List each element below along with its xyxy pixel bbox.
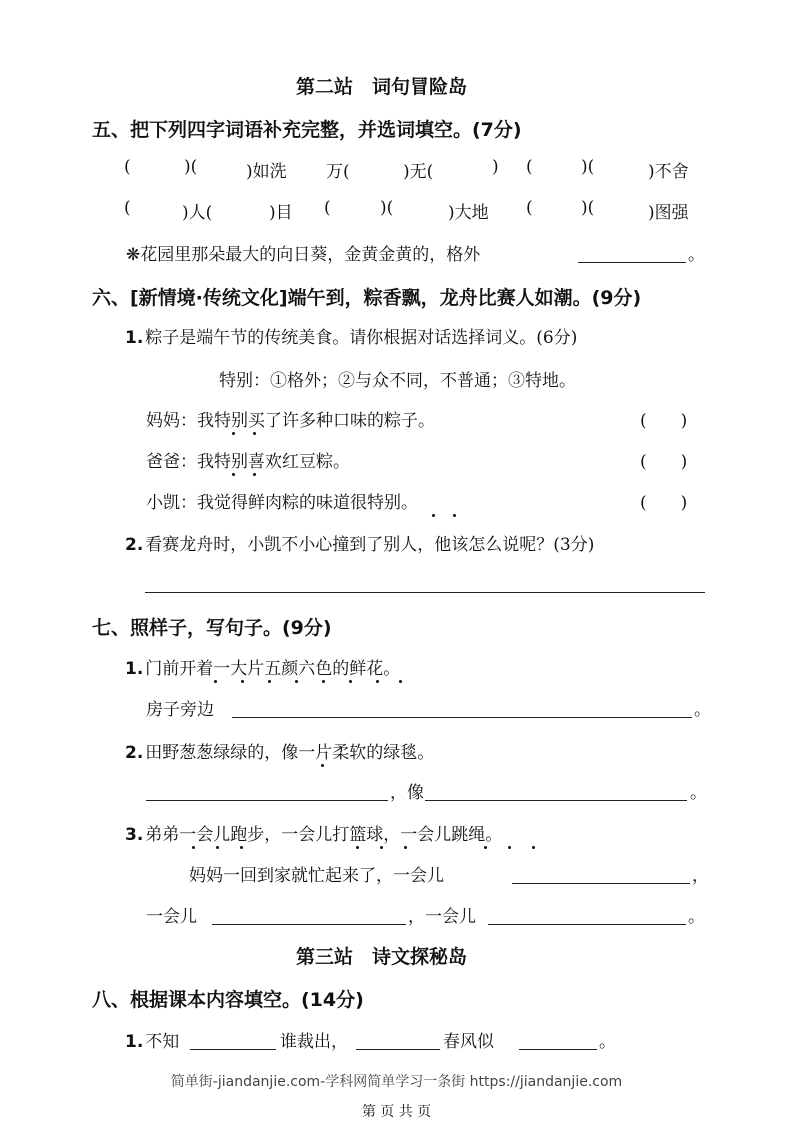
blank-cell: 万(: [326, 162, 350, 182]
prompt-text: 妈妈一回到家就忙起来了，一会儿: [189, 866, 444, 886]
emphasis-dot: [232, 473, 235, 476]
blank-cell: (: [526, 157, 533, 177]
blank-cell: )(: [581, 157, 595, 177]
prompt-text: 一会儿: [146, 907, 197, 927]
q7-s1: [125, 654, 400, 679]
blank-cell: (: [124, 157, 131, 177]
poem-text: 谁裁出，: [280, 1032, 348, 1052]
answer-paren[interactable]: ( ): [640, 493, 688, 513]
emphasis-dot: [192, 846, 195, 849]
q7-title: 七、照样子，写句子。(9分): [92, 617, 332, 639]
emphasis-dot: [253, 473, 256, 476]
answer-line[interactable]: [232, 717, 692, 718]
sentence-end: 。: [688, 907, 705, 927]
question-text: 看赛龙舟时，小凯不小心撞到了别人，他该怎么说呢？(3分): [145, 535, 595, 555]
emphasis-dot: [214, 680, 217, 683]
q7-s3: [125, 820, 502, 845]
blank-cell: ): [492, 157, 499, 177]
answer-line[interactable]: [146, 800, 388, 801]
answer-line[interactable]: [512, 883, 690, 884]
blank-cell: (: [526, 198, 533, 218]
emphasis-dot: [253, 432, 256, 435]
blank-cell: (: [124, 198, 131, 218]
emphasis-dot: [376, 680, 379, 683]
answer-line[interactable]: [145, 592, 705, 593]
question-text: 粽子是端午节的传统美食。请你根据对话选择词义。(6分): [145, 328, 578, 348]
emphasis-dot: [380, 846, 383, 849]
answer-paren[interactable]: ( ): [640, 452, 688, 472]
page-number: 第 页 共 页: [361, 1104, 432, 1120]
emphasis-dot: [356, 846, 359, 849]
answer-line[interactable]: [578, 262, 686, 263]
blank-cell: )图强: [648, 203, 689, 223]
sentence-end: 。: [688, 245, 705, 265]
answer-paren[interactable]: ( ): [640, 411, 688, 431]
emphasis-dot: [322, 680, 325, 683]
example-sentence: 田野葱葱绿绿的，像一片柔软的绿毯。: [145, 743, 435, 763]
prompt-text: 房子旁边: [146, 700, 214, 720]
emphasis-dot: [404, 846, 407, 849]
emphasis-dot: [216, 846, 219, 849]
blank-cell: )如洗: [246, 162, 287, 182]
question-number: 1.: [125, 659, 144, 679]
blank-cell: )(: [380, 198, 394, 218]
sentence-end: 。: [599, 1032, 616, 1052]
emphasis-dot: [321, 764, 324, 767]
sentence-end: 。: [694, 700, 711, 720]
poem-text: 不知: [145, 1032, 180, 1052]
q5-fill-sentence: ❋花园里那朵最大的向日葵，金黄金黄的，格外: [126, 245, 481, 265]
emphasis-dot: [268, 680, 271, 683]
emphasis-dot: [295, 680, 298, 683]
prompt-text: ，一会儿: [408, 907, 476, 927]
emphasis-dot: [349, 680, 352, 683]
emphasis-dot: [399, 680, 402, 683]
emphasis-dot: [241, 680, 244, 683]
answer-line[interactable]: [425, 800, 687, 801]
q6-title: 六、[新情境·传统文化]端午到，粽香飘，龙舟比赛人如潮。(9分): [92, 287, 642, 309]
question-number: 3.: [125, 825, 144, 845]
blank-cell: (: [324, 198, 331, 218]
sentence-comma: ，: [692, 866, 709, 886]
q6-sub1: [125, 323, 577, 348]
sentence-end: 。: [690, 783, 707, 803]
answer-line[interactable]: [212, 924, 406, 925]
dialogue-line: 爸爸：我特别喜欢红豆粽。: [146, 452, 350, 472]
example-sentence: 弟弟一会儿跑步，一会儿打篮球，一会儿跳绳。: [145, 825, 503, 845]
q6-sub2: [125, 530, 594, 555]
blank-cell: )不舍: [648, 162, 689, 182]
emphasis-dot: [532, 846, 535, 849]
q7-s2: [125, 738, 434, 763]
connector-text: ，像: [390, 783, 424, 803]
blank-cell: )(: [184, 157, 198, 177]
emphasis-dot: [453, 514, 456, 517]
q8-s1: [125, 1027, 179, 1052]
watermark-text: 简单街-jiandanjie.com-学科网简单学习一条街 https://jiandanjie.com: [170, 1074, 623, 1090]
blank-cell: )无(: [403, 162, 434, 182]
example-sentence: 门前开着一大片五颜六色的鲜花。: [145, 659, 401, 679]
word-meanings: 特别：①格外；②与众不同，不普通；③特地。: [219, 371, 576, 391]
emphasis-dot: [508, 846, 511, 849]
answer-line[interactable]: [190, 1049, 276, 1050]
answer-line[interactable]: [519, 1049, 597, 1050]
blank-cell: )大地: [448, 203, 489, 223]
blank-cell: )(: [581, 198, 595, 218]
blank-cell: )目: [269, 203, 293, 223]
q5-title: 五、把下列四字词语补充完整，并选词填空。(7分): [92, 119, 522, 141]
dialogue-line: 妈妈：我特别买了许多种口味的粽子。: [146, 411, 435, 431]
station2-title: 第二站 词句冒险岛: [296, 76, 468, 98]
question-number: 1.: [125, 328, 144, 348]
emphasis-dot: [432, 514, 435, 517]
answer-line[interactable]: [356, 1049, 440, 1050]
q8-title: 八、根据课本内容填空。(14分): [92, 989, 364, 1011]
answer-line[interactable]: [488, 924, 686, 925]
question-number: 2.: [125, 535, 144, 555]
question-number: 1.: [125, 1032, 144, 1052]
emphasis-dot: [240, 846, 243, 849]
dialogue-line: 小凯：我觉得鲜肉粽的味道很特别。: [146, 493, 418, 513]
poem-text: 春风似: [443, 1032, 494, 1052]
emphasis-dot: [232, 432, 235, 435]
station3-title: 第三站 诗文探秘岛: [296, 946, 468, 968]
blank-cell: )人(: [182, 203, 213, 223]
emphasis-dot: [484, 846, 487, 849]
question-number: 2.: [125, 743, 144, 763]
